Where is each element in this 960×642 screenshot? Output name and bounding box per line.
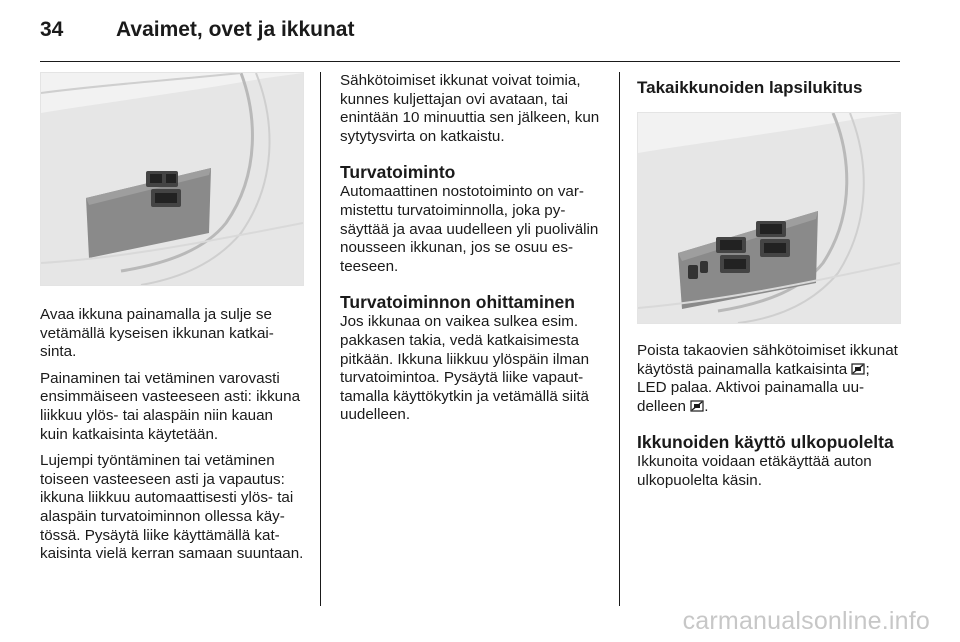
column-1 bbox=[40, 72, 305, 564]
header-divider bbox=[40, 61, 900, 62]
paragraph-operation-time: Sähkötoimiset ikkunat voivat toimia, kunnes kuljettajan ovi avataan, tai enintään 10 minuuttia sen jälkeen, kun sytytysvirta on katkaistu. bbox=[340, 72, 600, 145]
page-number: 34 bbox=[40, 18, 64, 41]
section-remote-operation bbox=[637, 432, 902, 490]
paragraph-safety-function: Automaattinen nostotoiminto on varmistettu turvatoiminnolla, joka pysäyttää ja avaa uudelleen yli puolivälin nousseen ikkunan, jos se osuu esteeseen. bbox=[340, 183, 599, 275]
heading-child-lock: Takaikkunoiden lapsilukitus bbox=[637, 78, 863, 97]
column-divider-2 bbox=[619, 72, 620, 606]
paragraph-first-detent: Painaminen tai vetäminen varovasti ensimmäiseen vasteeseen asti: ikkuna liikkuu ylös- tai alaspäin niin kauan kuin katkaisinta käytetään. bbox=[40, 369, 301, 443]
page-header bbox=[40, 18, 354, 48]
paragraph-open-close: Avaa ikkuna painamalla ja sulje se vetämällä kyseisen ikkunan katkaisinta. bbox=[40, 306, 274, 361]
column-divider-1 bbox=[320, 72, 321, 606]
paragraph-override-safety: Jos ikkunaa on vaikea sulkea esim. pakkasen takia, vedä katkaisimesta pitkään. Ikkuna liikkuu ylöspäin ilman turvatoimintoa. Pysäytä liike vapauttamalla käyttökytkin ja vetämällä siitä uudelleen. bbox=[340, 313, 590, 424]
paragraph-second-detent: Lujempi työntäminen tai vetäminen toiseen vasteeseen asti ja vapautus: ikkuna liikkuu automaattisesti ylös- tai alaspäin turvatoiminnon ollessa käytössä. Pysäytä liike käyttämällä katkaisinta vielä kerran samaan suuntaan. bbox=[40, 452, 304, 563]
column-2 bbox=[340, 72, 605, 425]
column-3 bbox=[637, 72, 902, 491]
section-safety-function bbox=[340, 162, 605, 276]
heading-safety-function: Turvatoiminto bbox=[340, 162, 456, 183]
window-switch-illustration-driver bbox=[40, 72, 304, 286]
child-lock-switch bbox=[688, 265, 698, 279]
child-lock-icon bbox=[851, 363, 865, 375]
child-lock-icon bbox=[690, 400, 704, 412]
section-override-safety bbox=[340, 292, 605, 425]
heading-remote-operation: Ikkunoiden käyttö ulkopuolelta bbox=[637, 432, 894, 453]
paragraph-remote-operation: Ikkunoita voidaan etäkäyttää auton ulkopuolelta käsin. bbox=[637, 453, 872, 489]
heading-override-safety: Turvatoiminnon ohittaminen bbox=[340, 292, 575, 313]
window-switch-illustration-child-lock bbox=[637, 112, 901, 324]
watermark: carmanualsonline.info bbox=[682, 607, 930, 635]
paragraph-child-lock: Poista takaovien sähkötoimiset ikkunat käytöstä painamalla katkaisinta ; LED palaa. Aktivoi painamalla uudelleen . bbox=[637, 342, 898, 415]
page-title: Avaimet, ovet ja ikkunat bbox=[116, 18, 355, 41]
